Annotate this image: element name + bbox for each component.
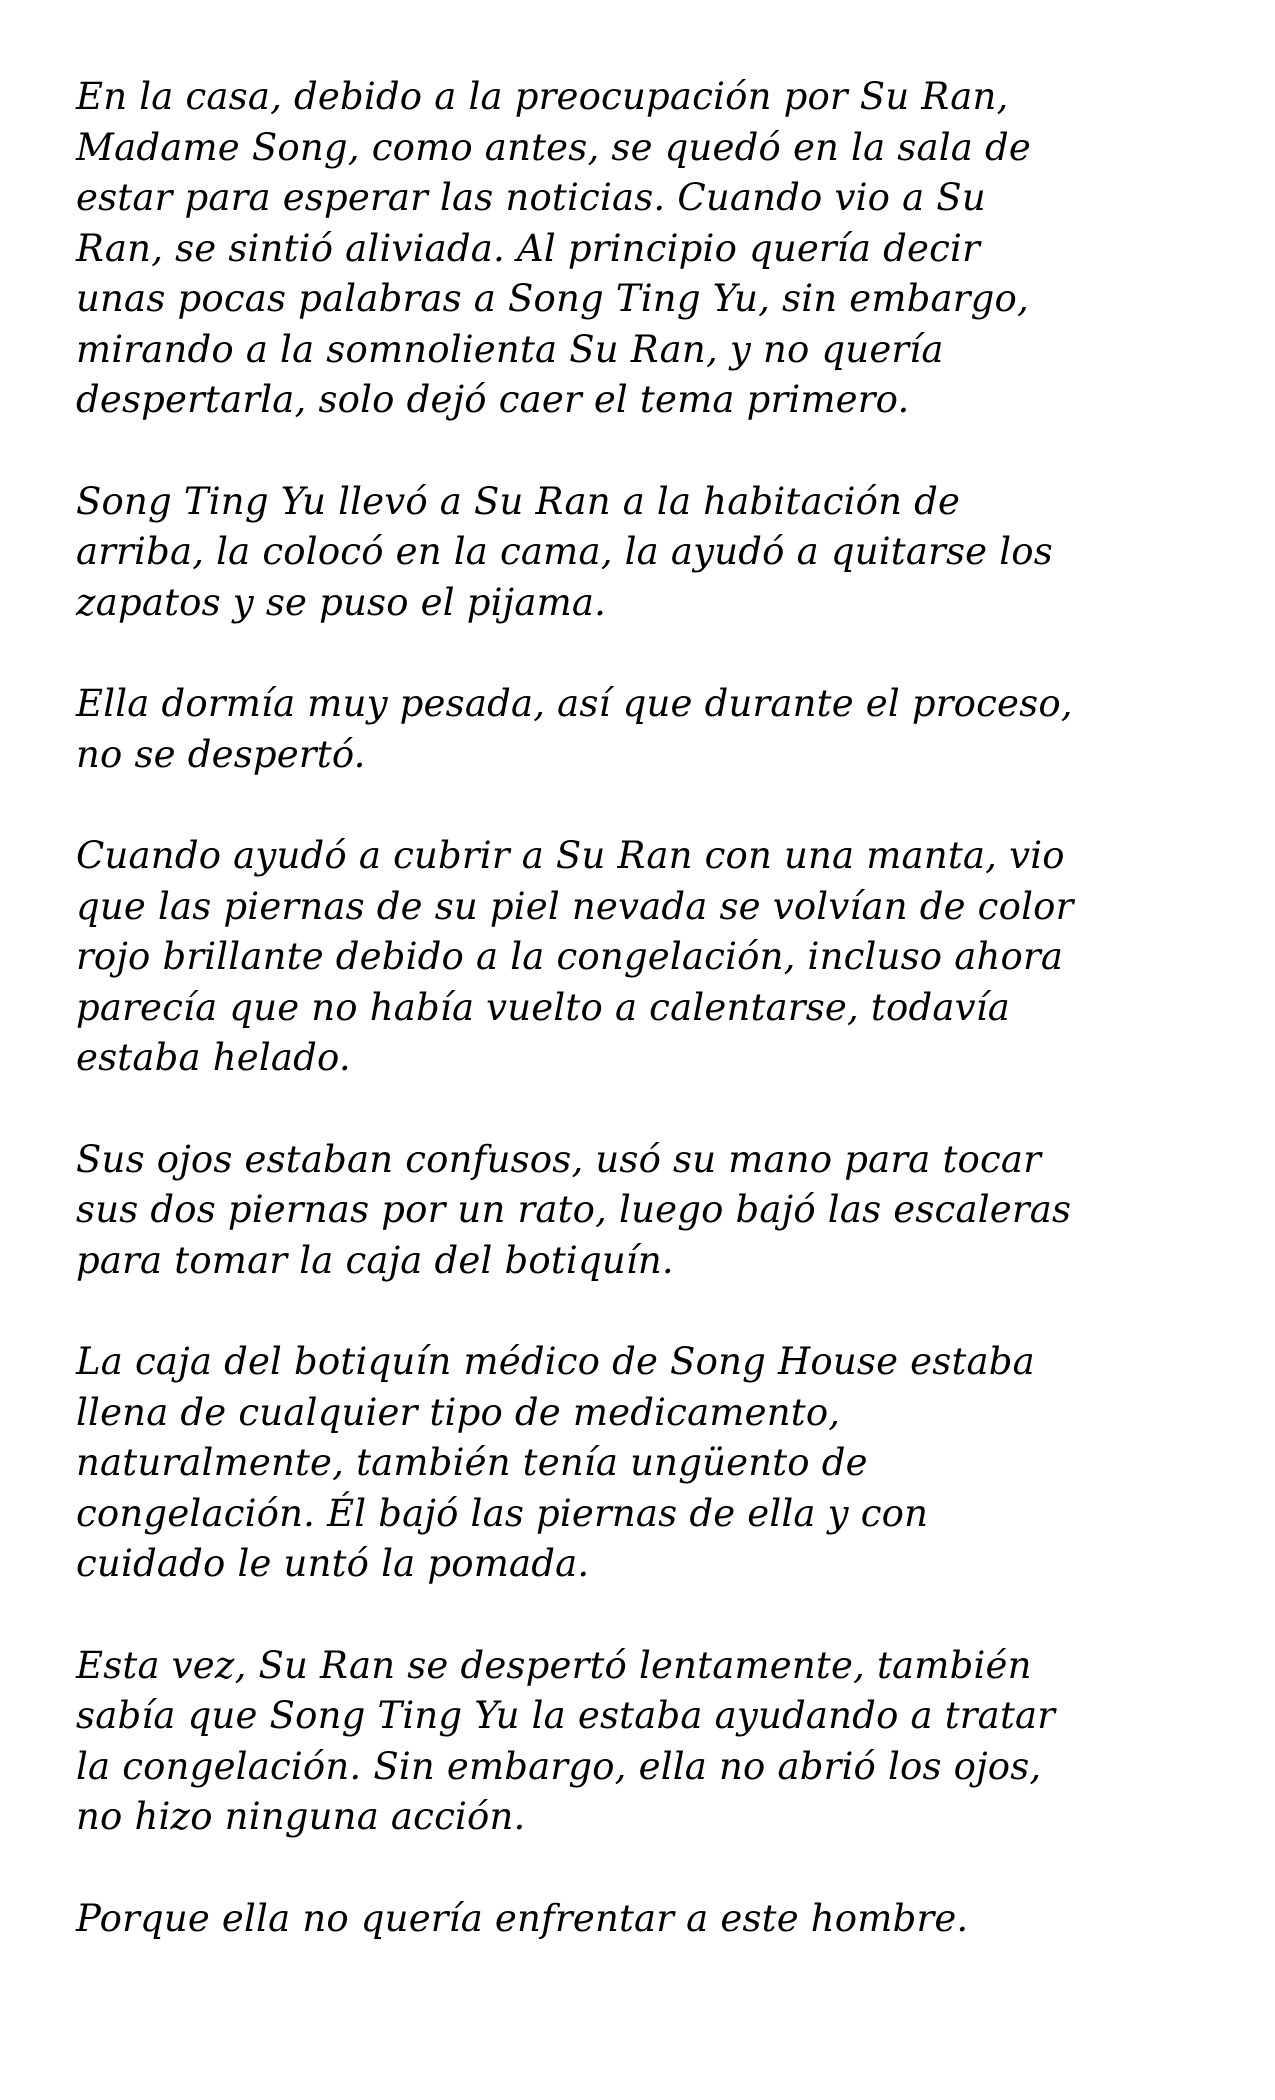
paragraph-7	[76, 1641, 1236, 1843]
text-line: Cuando ayudó a cubrir a Su Ran con una manta, vio	[76, 834, 1065, 877]
text-line: despertarla, solo dejó caer el tema primero.	[76, 378, 910, 421]
text-line: rojo brillante debido a la congelación, incluso ahora	[76, 935, 1064, 978]
paragraph-2	[76, 477, 1236, 629]
text-line: En la casa, debido a la preocupación por Su Ran,	[76, 75, 1009, 118]
text-line: congelación. Él bajó las piernas de ella y con	[76, 1491, 929, 1535]
text-line: naturalmente, también tenía ungüento de	[76, 1441, 868, 1484]
text-line: estar para esperar las noticias. Cuando vio a Su	[76, 176, 986, 219]
paragraph-1	[76, 72, 1236, 426]
text-line: que las piernas de su piel nevada se volvían de color	[76, 884, 1074, 928]
text-line: Esta vez, Su Ran se despertó lentamente, también	[76, 1643, 1032, 1687]
text-line: Song Ting Yu llevó a Su Ran a la habitación de	[76, 479, 961, 523]
text-line: Porque ella no quería enfrentar a este hombre.	[76, 1896, 969, 1940]
text-line: Ella dormía muy pesada, así que durante el proceso,	[76, 682, 1073, 725]
text-line: sus dos piernas por un rato, luego bajó las escaleras	[76, 1188, 1072, 1231]
text-line: la congelación. Sin embargo, ella no abrió los ojos,	[76, 1744, 1042, 1788]
text-line: estaba helado.	[76, 1036, 351, 1079]
text-line: no hizo ninguna acción.	[76, 1795, 526, 1838]
text-line: para tomar la caja del botiquín.	[76, 1238, 674, 1282]
text-line: mirando a la somnolienta Su Ran, y no quería	[76, 327, 944, 371]
text-line: Sus ojos estaban confusos, usó su mano para tocar	[76, 1137, 1042, 1181]
text-line: Madame Song, como antes, se quedó en la sala de	[76, 125, 1031, 169]
text-line: arriba, la colocó en la cama, la ayudó a quitarse los	[76, 530, 1053, 573]
paragraph-6	[76, 1337, 1236, 1590]
text-line: unas pocas palabras a Song Ting Yu, sin embargo,	[76, 277, 1029, 320]
paragraph-8	[76, 1894, 1236, 1945]
text-line: Ran, se sintió aliviada. Al principio quería decir	[76, 226, 980, 270]
text-line: sabía que Song Ting Yu la estaba ayudando a tratar	[76, 1694, 1056, 1737]
text-line: parecía que no había vuelto a calentarse, todavía	[76, 985, 1011, 1029]
paragraph-3	[76, 679, 1236, 780]
body-text	[76, 72, 1236, 1995]
text-line: La caja del botiquín médico de Song House estaba	[76, 1340, 1035, 1383]
text-line: zapatos y se puso el pijama.	[76, 580, 607, 624]
text-line: no se despertó.	[76, 732, 366, 776]
text-line: llena de cualquier tipo de medicamento,	[76, 1390, 841, 1434]
text-line: cuidado le untó la pomada.	[76, 1542, 590, 1585]
paragraph-4	[76, 831, 1236, 1084]
paragraph-5	[76, 1135, 1236, 1287]
